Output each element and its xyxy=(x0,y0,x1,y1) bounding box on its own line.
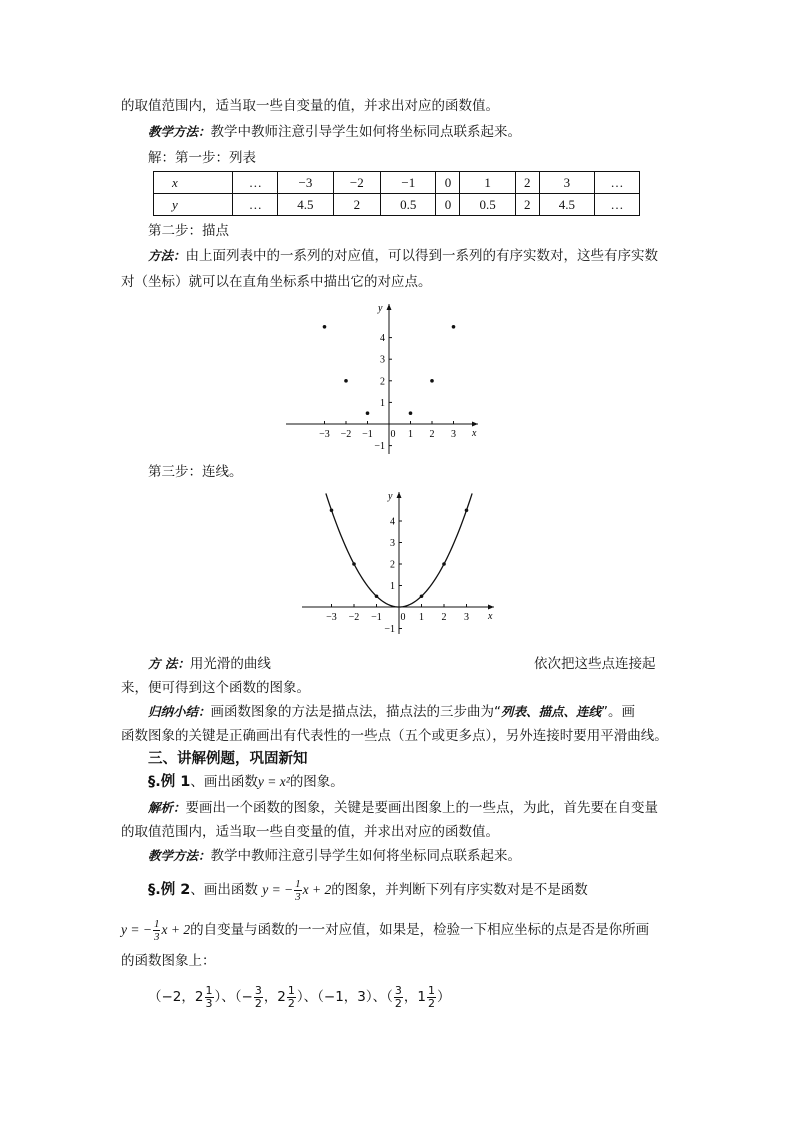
analysis-label: 解析： xyxy=(148,800,186,815)
x-tick-label: 3 xyxy=(451,429,456,440)
summary-label: 归纳小结： xyxy=(148,704,211,719)
y-axis-arrow xyxy=(397,492,402,498)
example-1-formula: y = x² xyxy=(257,774,290,789)
example-2-line-1 xyxy=(148,878,588,903)
example-2-text-b: 的图象，并判断下列有序实数对是不是函数 xyxy=(331,882,588,898)
table-cell: 0.5 xyxy=(381,194,436,216)
example-1-text-end: 的图象。 xyxy=(289,774,344,790)
method-1-line-1 xyxy=(148,246,658,266)
data-point xyxy=(430,379,434,383)
summary-emphasis: 列表、描点、连线 xyxy=(501,704,602,719)
ordered-pairs: （−2，2 $\frac{1}{3}$ ）、（− $\frac{3}{2}$ ，2 $\frac{1}{2}$ ）、（−1，3）、（ $\frac{3}{2}$ ，1 $\frac{1}{2}$ ） xyxy=(148,983,451,1010)
table-cell: 0 xyxy=(436,172,460,194)
x-tick-label: −3 xyxy=(326,612,337,623)
table-cell: … xyxy=(233,194,278,216)
method-2-line-1 xyxy=(148,654,271,674)
data-point xyxy=(375,594,379,598)
table-cell: … xyxy=(595,194,640,216)
table-cell: 0.5 xyxy=(460,194,515,216)
pair-1: （−2，2 $\frac{1}{3}$ ） xyxy=(148,983,222,1010)
y-axis-label: y xyxy=(378,303,383,314)
example-2-label: §.例 2 xyxy=(148,882,191,898)
x-axis-label: x xyxy=(472,428,477,439)
x-tick-label: 2 xyxy=(429,429,435,440)
table-cell: 2 xyxy=(515,194,539,216)
y-tick-label: 4 xyxy=(390,516,395,528)
table-header-x: x xyxy=(154,172,233,194)
method-label: 方法： xyxy=(148,248,186,263)
table-cell: −3 xyxy=(278,172,333,194)
y-tick-label: 1 xyxy=(390,581,395,592)
x-tick-label: −1 xyxy=(362,429,373,440)
method-text: 由上面列表中的一系列的对应值，可以得到一系列的有序实数对，这些有序实数 xyxy=(185,248,659,264)
table-cell: −1 xyxy=(381,172,436,194)
method-2-line-2: 来，便可得到这个函数的图象。 xyxy=(121,680,310,696)
fraction: $\frac{1}{3}$ xyxy=(295,878,301,904)
summary-line-1 xyxy=(148,702,635,722)
data-point xyxy=(366,411,370,415)
table-cell: 3 xyxy=(539,172,594,194)
x-tick-label: 0 xyxy=(390,429,396,440)
x-tick-label: 3 xyxy=(464,612,469,623)
table-cell: 2 xyxy=(333,194,381,216)
y-axis-arrow xyxy=(387,304,392,310)
x-axis-label: x xyxy=(488,611,493,622)
method-label: 方 法： xyxy=(148,656,190,671)
table-cell: 4.5 xyxy=(278,194,333,216)
y-tick-label: 2 xyxy=(380,376,385,388)
teaching-method-text: 教学中教师注意引导学生如何将坐标同点联系起来。 xyxy=(210,848,522,864)
example-2-text-2: 的自变量与函数的一一对应值，如果是，检验一下相应坐标的点是否是你所画 xyxy=(190,922,650,938)
table-row-x xyxy=(154,172,640,194)
data-point xyxy=(330,508,334,512)
analysis-line-2: 的取值范围内，适当取一些自变量的值，并求出对应的函数值。 xyxy=(121,824,499,840)
step-3: 第三步：连线。 xyxy=(148,464,243,480)
y-tick-label: 3 xyxy=(390,538,395,549)
fraction: $\frac{1}{3}$ xyxy=(153,918,160,944)
example-2-formula: y = − $\frac{1}{3}$ x + 2 xyxy=(262,878,332,904)
x-tick-label: −3 xyxy=(319,429,330,440)
data-point xyxy=(420,594,424,598)
y-tick-label: 4 xyxy=(380,333,385,345)
summary-text-end: ”。画 xyxy=(601,704,636,720)
data-point xyxy=(409,411,413,415)
x-axis-arrow xyxy=(488,605,494,610)
y-tick-label: −1 xyxy=(374,441,385,453)
pair-4: （ $\frac{3}{2}$ ，1 $\frac{1}{2}$ ） xyxy=(386,983,451,1010)
data-point xyxy=(344,379,348,383)
y-tick-label: 3 xyxy=(380,354,385,366)
example-1-label: §.例 1 xyxy=(148,774,191,790)
value-table xyxy=(153,171,640,216)
table-row-y xyxy=(154,194,640,216)
pair-2: （− $\frac{3}{2}$ ，2 $\frac{1}{2}$ ） xyxy=(234,983,304,1010)
x-tick-label: −2 xyxy=(348,612,360,623)
table-header-y: y xyxy=(154,194,233,216)
parabola-graph xyxy=(300,486,500,636)
example-1-text: 、画出函数 xyxy=(190,774,258,790)
analysis-line-1 xyxy=(148,798,658,818)
y-tick-label: 2 xyxy=(390,559,395,571)
example-1 xyxy=(148,772,344,792)
y-tick-label: −1 xyxy=(384,624,395,635)
teaching-method-label: 教学方法： xyxy=(148,848,211,863)
x-axis-arrow xyxy=(472,422,478,427)
example-2-formula-2: y = − $\frac{1}{3}$ x + 2 xyxy=(121,918,191,944)
pair-3: （−1，3） xyxy=(317,989,373,1005)
analysis-text: 要画出一个函数的图象，关键是要画出图象上的一些点，为此，首先要在自变量 xyxy=(185,800,659,816)
x-tick-label: 1 xyxy=(419,612,424,623)
x-tick-label: −2 xyxy=(340,429,352,440)
teaching-method-1 xyxy=(148,122,521,142)
example-2-text: 、画出函数 xyxy=(190,882,258,898)
x-tick-label: 1 xyxy=(408,429,413,440)
x-tick-label: 2 xyxy=(441,612,447,623)
y-tick-label: 1 xyxy=(380,397,385,409)
scatter-plot-points xyxy=(284,298,484,456)
data-point xyxy=(465,508,469,512)
step-2: 第二步：描点 xyxy=(148,223,229,239)
data-point xyxy=(352,562,356,566)
method-text: 用光滑的曲线 xyxy=(189,656,271,672)
y-axis-label: y xyxy=(388,491,393,502)
x-tick-label: −1 xyxy=(371,612,382,623)
table-cell: 2 xyxy=(515,172,539,194)
x-tick-label: 0 xyxy=(400,612,406,623)
data-point xyxy=(442,562,446,566)
example-2-line-3: 的函数图象上： xyxy=(121,953,216,969)
table-cell: … xyxy=(595,172,640,194)
summary-line-2: 函数图象的关键是正确画出有代表性的一些点（五个或更多点），另外连接时要用平滑曲线。 xyxy=(121,728,668,744)
solution-step-1: 解：第一步：列表 xyxy=(148,150,256,166)
data-point xyxy=(452,325,456,329)
teaching-method-2 xyxy=(148,846,521,866)
example-2-line-2 xyxy=(121,918,649,943)
teaching-method-text: 教学中教师注意引导学生如何将坐标同点联系起来。 xyxy=(210,124,522,140)
method-1-line-2: 对（坐标）就可以在直角坐标系中描出它的对应点。 xyxy=(121,274,432,290)
table-cell: −2 xyxy=(333,172,381,194)
intro-line: 的取值范围内，适当取一些自变量的值，并求出对应的函数值。 xyxy=(121,98,499,114)
method-2-line-1b: 依次把这些点连接起 xyxy=(534,656,656,672)
summary-text: 画函数图象的方法是描点法，描点法的三步曲为“ xyxy=(210,704,502,720)
table-cell: 1 xyxy=(460,172,515,194)
table-cell: 4.5 xyxy=(539,194,594,216)
data-point xyxy=(323,325,327,329)
teaching-method-label: 教学方法： xyxy=(148,124,211,139)
table-cell: 0 xyxy=(436,194,460,216)
section-heading: 三、讲解例题，巩固新知 xyxy=(148,751,308,767)
table-cell: … xyxy=(233,172,278,194)
